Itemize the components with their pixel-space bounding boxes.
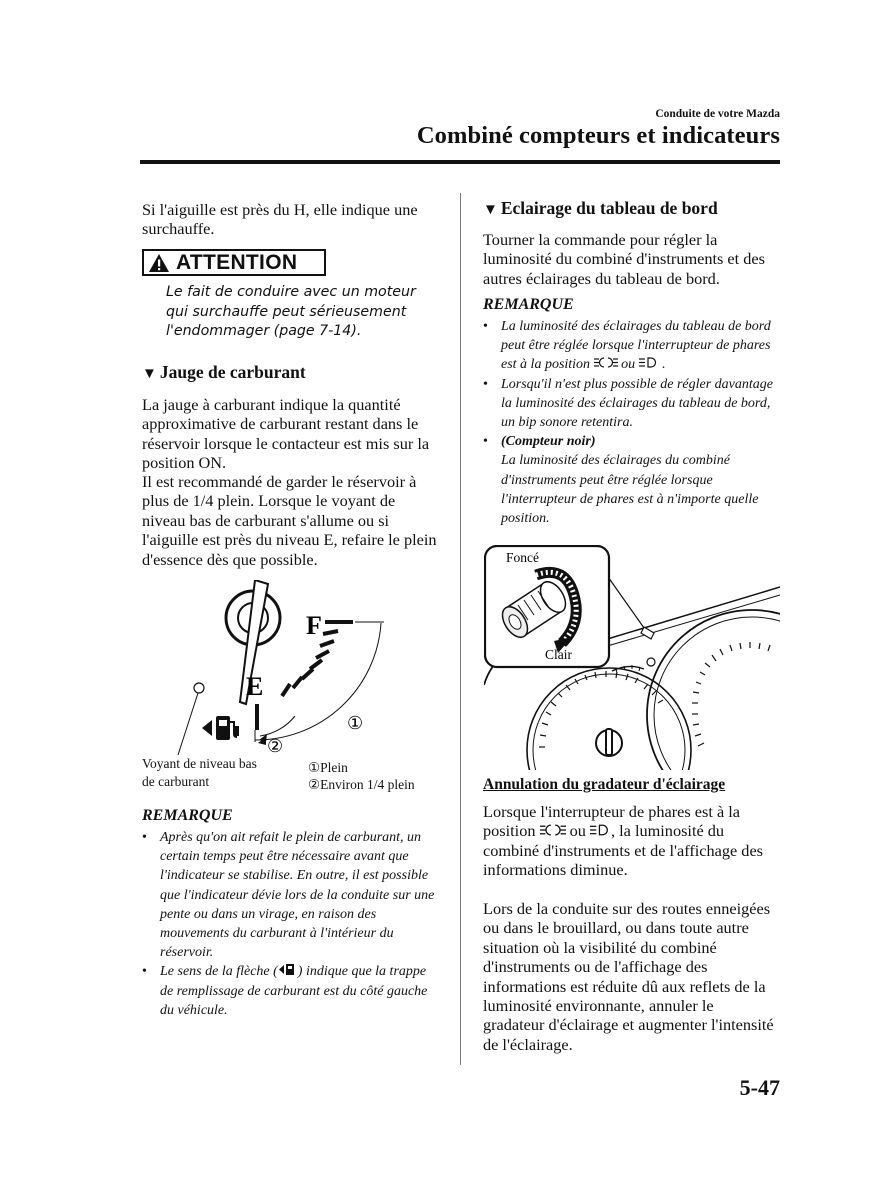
dimmer-paragraph-1	[483, 802, 775, 880]
note-text: ou	[621, 357, 636, 373]
note-text: Le sens de la flèche (	[160, 964, 278, 980]
list-item: • Lorsqu'il n'est plus possible de régler davantage la luminosité des éclairages du tableau de bord, un bip sonore retentira.	[482, 375, 782, 433]
fuel-pump-icon	[202, 716, 239, 740]
parking-light-icon	[594, 357, 618, 368]
page-title: Combiné compteurs et indicateurs	[416, 122, 780, 149]
down-triangle-icon: ▼	[142, 366, 157, 382]
legend-full: ①Plein	[308, 760, 348, 775]
note-text: La luminosité des éclairages du tableau de bord peut être réglée lorsque l'interrupteur de phares est à la position	[501, 319, 771, 373]
list-item	[141, 962, 441, 1020]
panel-remarque-list	[482, 317, 782, 528]
note-text: .	[662, 357, 666, 373]
clair-label: Clair	[545, 647, 572, 662]
callout-full: ①	[347, 713, 364, 733]
callout-quarter: ②	[267, 736, 284, 756]
right-gauge-ticks	[692, 642, 770, 746]
list-item	[482, 432, 782, 528]
attention-box	[142, 249, 326, 276]
panel-paragraph: Tourner la commande pour régler la luminosité du combiné d'instruments et des autres éclairages du tableau de bord.	[483, 230, 765, 288]
fuel-paragraph-2: Il est recommandé de garder le réservoir à plus de 1/4 plein. Lorsque le voyant de niveau bas de carburant s'allume ou si l'aiguille est près du niveau E, refaire le plein d'essence dès que possible.	[142, 472, 437, 569]
fuel-remarque-heading: REMARQUE	[142, 807, 233, 824]
fuel-gauge-heading	[142, 361, 306, 385]
fuel-gauge-heading-text: Jauge de carburant	[159, 362, 306, 382]
fonce-label: Foncé	[506, 550, 539, 565]
warning-triangle-icon	[148, 253, 170, 273]
dimmer-paragraph-2: Lors de la conduite sur des routes enneigées ou dans le brouillard, ou dans toute autre situation où la visibilité du combiné d'instruments ou de l'affichage des informations est réduite dû aux reflets de la luminosité environnante, annuler le gradateur d'éclairage et augmenter l'intensité de l'éclairage.	[483, 899, 774, 1054]
note-title: (Compteur noir)	[501, 434, 596, 450]
down-triangle-icon: ▼	[483, 202, 498, 218]
header-rule	[140, 160, 780, 164]
dimmer-cancel-heading: Annulation du gradateur d'éclairage	[483, 776, 726, 793]
list-item: • Après qu'on ait refait le plein de carburant, un certain temps peut être nécessaire avant que l'indicateur se stabilise. En outre, il est possible que l'indicateur dévie lors de la conduite sur une pente ou dans un virage, en raison des mouvements du carburant à l'intérieur du réservoir.	[141, 828, 441, 962]
attention-text: Le fait de conduire avec un moteur qui surchauffe peut sérieusement l'endommager (page 7-14).	[166, 284, 416, 340]
list-item	[482, 317, 782, 375]
note-text: La luminosité des éclairages du combiné d'instruments peut être réglée lorsque l'interrupteur de phares est à n'importe quelle position.	[501, 453, 759, 527]
low-beam-icon	[639, 357, 659, 368]
fuel-paragraph-1: La jauge à carburant indique la quantité approximative de carburant restant dans le réservoir lorsque le contacteur est mis sur la position ON.	[142, 395, 430, 473]
dimmer-figure	[484, 545, 780, 770]
parking-light-icon	[540, 824, 566, 836]
dimmer-text: , la luminosité du combiné d'instruments et de l'affichage des informations diminue.	[483, 821, 764, 880]
full-letter: F	[306, 611, 322, 640]
fuel-gauge-figure	[142, 580, 442, 770]
attention-label: ATTENTION	[176, 250, 298, 274]
dimmer-text: Lorsque l'interrupteur de phares est à la position	[483, 802, 741, 841]
note-text: ) indique que la trappe de remplissage de carburant est du côté gauche du véhicule.	[160, 964, 428, 1018]
legend-quarter: ②Environ 1/4 plein	[308, 777, 415, 792]
low-fuel-lamp-label: Voyant de niveau bas de carburant	[142, 756, 257, 789]
empty-letter: E	[246, 672, 264, 701]
fuel-door-arrow-icon	[278, 963, 298, 976]
panel-lighting-heading-text: Eclairage du tableau de bord	[500, 198, 718, 218]
panel-lighting-heading	[483, 197, 718, 221]
section-header: Conduite de votre Mazda	[655, 108, 780, 120]
intro-paragraph: Si l'aiguille est près du H, elle indique une surchauffe.	[142, 200, 418, 239]
low-beam-icon	[590, 824, 611, 836]
fuel-remarque-list	[141, 828, 441, 1020]
column-divider	[460, 193, 461, 1065]
dimmer-text: ou	[569, 821, 586, 841]
panel-remarque-heading: REMARQUE	[483, 296, 574, 313]
page-number: 5-47	[739, 1075, 780, 1100]
